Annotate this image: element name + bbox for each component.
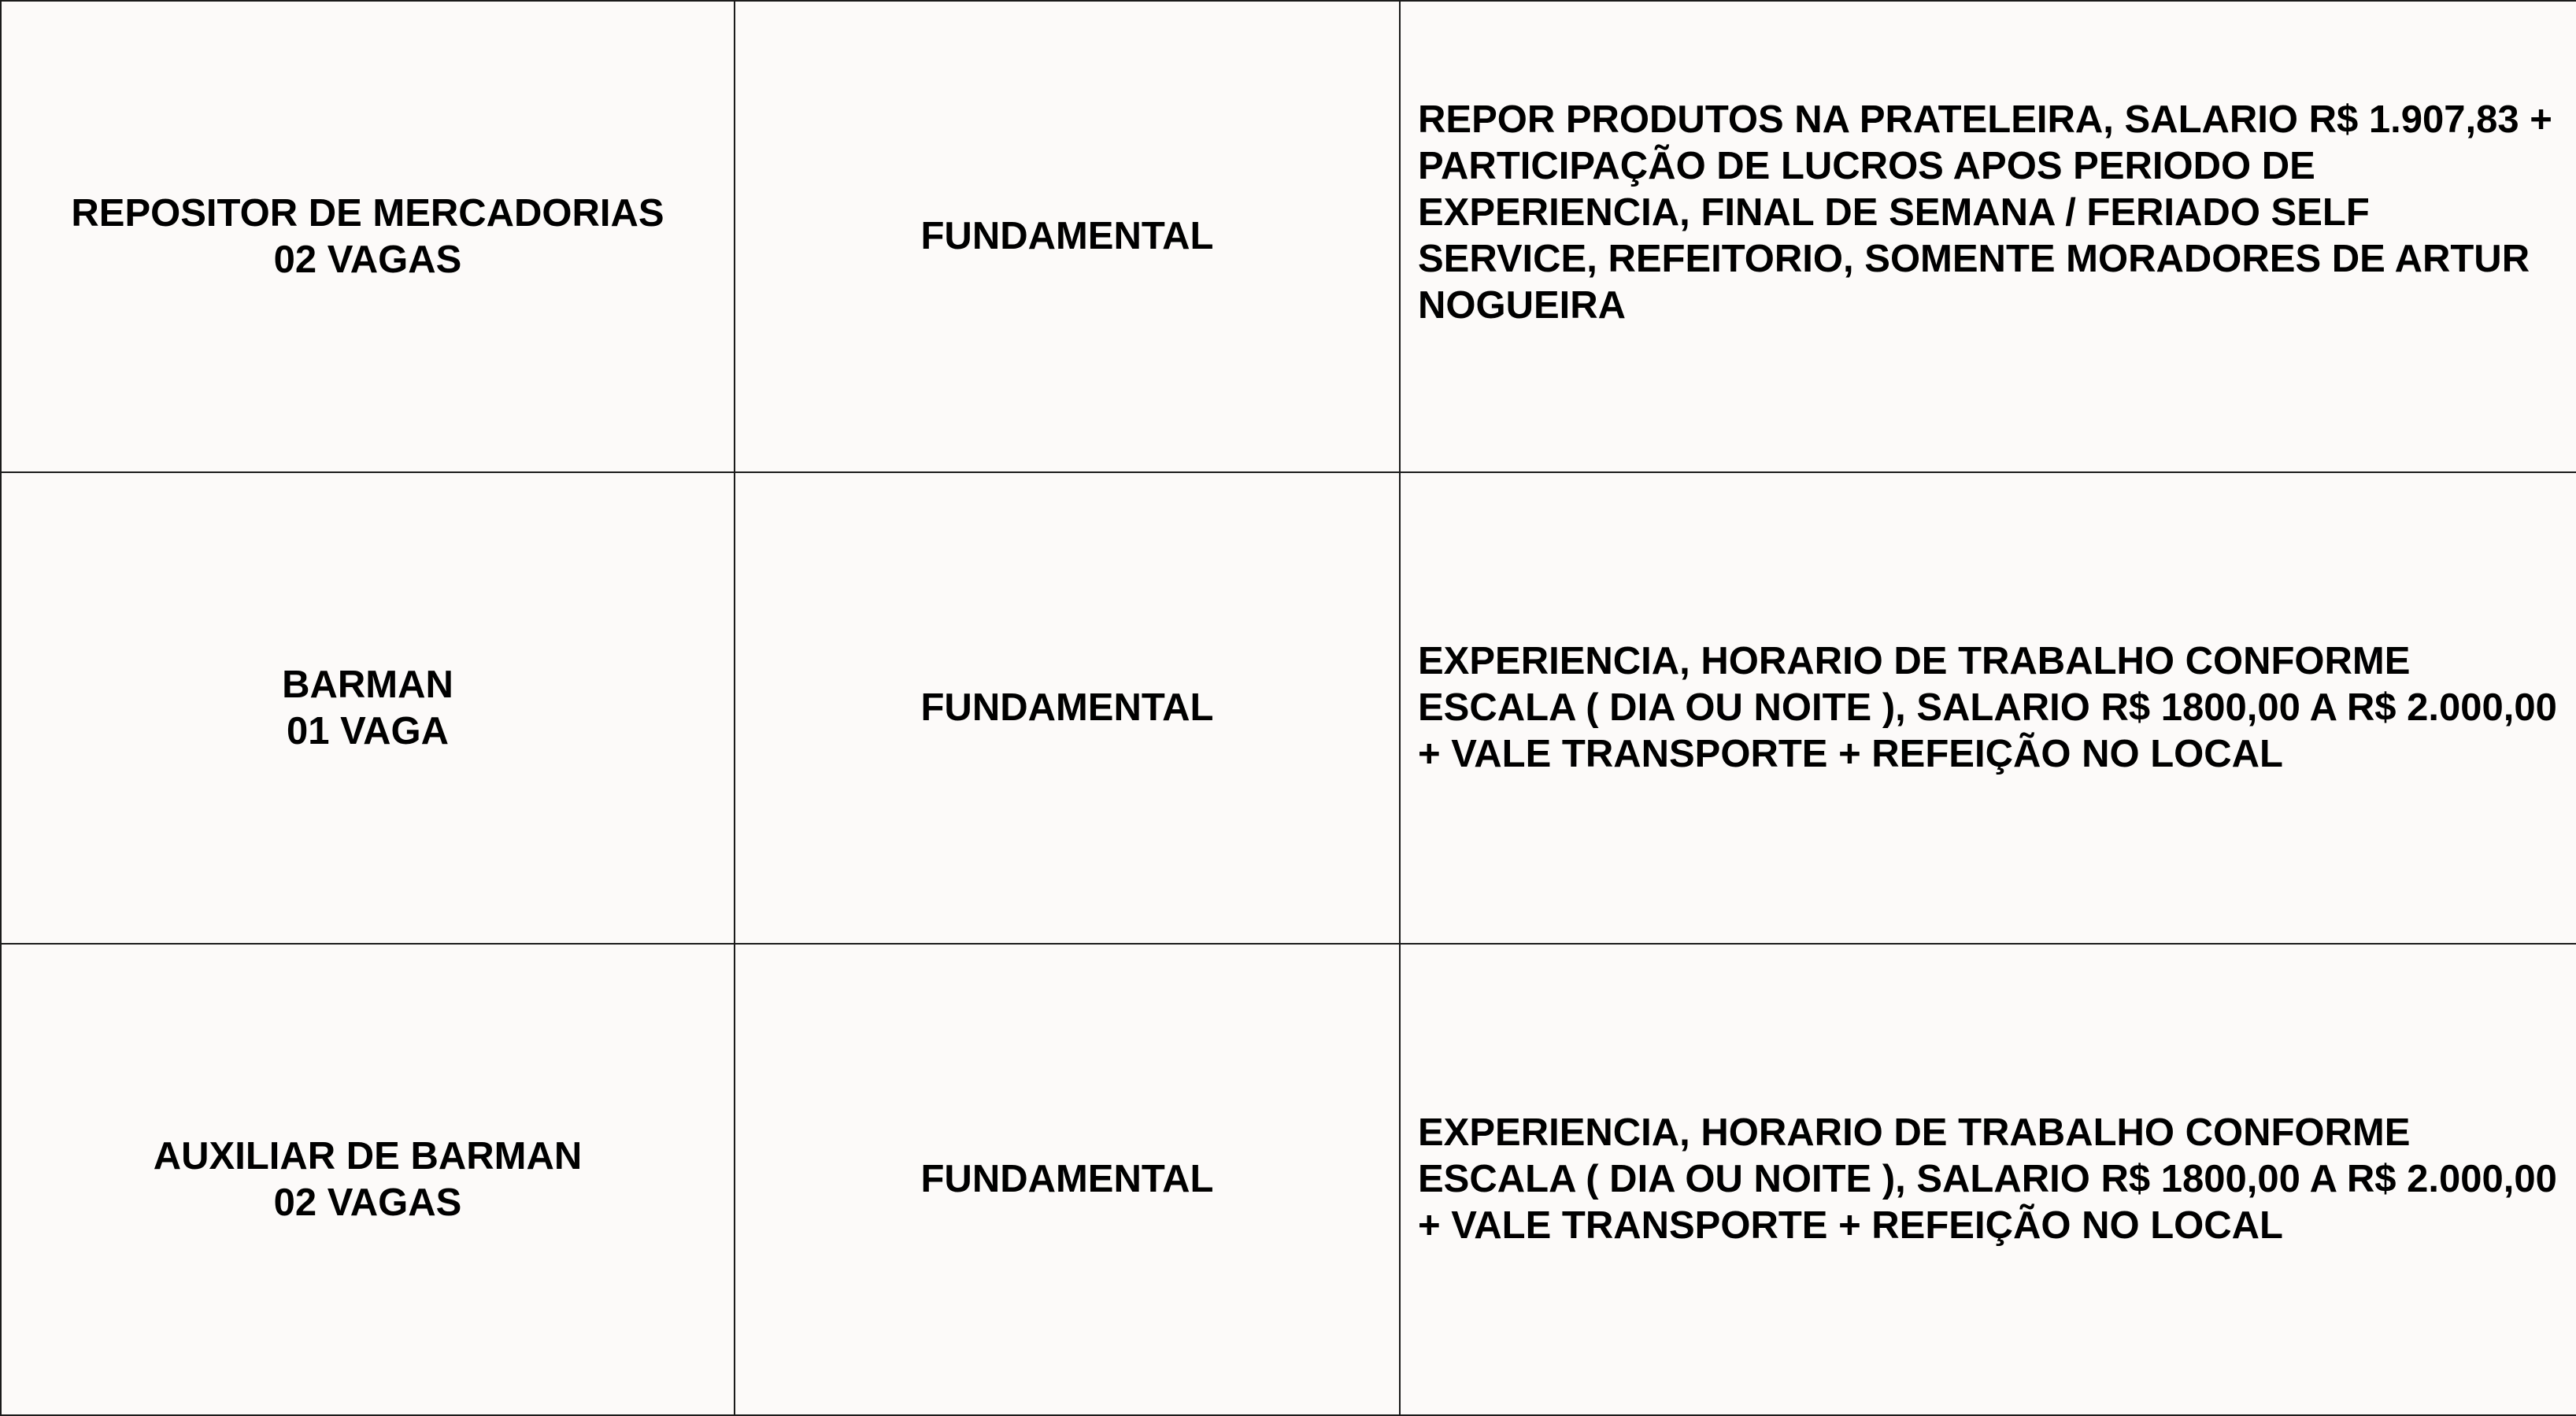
job-description: EXPERIENCIA, HORARIO DE TRABALHO CONFORME ESCALA ( DIA OU NOITE ), SALARIO R$ 1800,00 A R$ 2.000,00 + VALE TRANSPORTE + REFEIÇÃO NO LOCAL [1418, 1111, 2557, 1247]
job-title: AUXILIAR DE BARMAN [153, 1134, 583, 1178]
education-cell [735, 944, 1400, 1415]
job-vacancies: 02 VAGAS [273, 238, 462, 281]
description-cell [1400, 1, 2576, 472]
table-row [1, 1, 2576, 472]
job-title: REPOSITOR DE MERCADORIAS [71, 191, 664, 235]
education-cell [735, 1, 1400, 472]
job-vacancies: 01 VAGA [286, 709, 450, 752]
job-title-cell [1, 1, 735, 472]
job-vacancies: 02 VAGAS [273, 1181, 462, 1224]
job-title: BARMAN [282, 663, 453, 706]
job-listings-body [1, 1, 2576, 1415]
description-cell [1400, 472, 2576, 944]
description-cell [1400, 944, 2576, 1415]
education-cell [735, 472, 1400, 944]
job-title-cell [1, 944, 735, 1415]
education-level: FUNDAMENTAL [920, 686, 1214, 729]
table-row [1, 472, 2576, 944]
job-description: REPOR PRODUTOS NA PRATELEIRA, SALARIO R$ 1.907,83 + PARTICIPAÇÃO DE LUCROS APOS PERIODO DE EXPERIENCIA, FINAL DE SEMANA / FERIADO SELF SERVICE, REFEITORIO, SOMENTE MORADORES DE ARTUR NOGUEIRA [1418, 98, 2552, 327]
education-level: FUNDAMENTAL [920, 1158, 1214, 1200]
job-description: EXPERIENCIA, HORARIO DE TRABALHO CONFORME ESCALA ( DIA OU NOITE ), SALARIO R$ 1800,00 A R$ 2.000,00 + VALE TRANSPORTE + REFEIÇÃO NO LOCAL [1418, 640, 2557, 775]
job-title-cell [1, 472, 735, 944]
education-level: FUNDAMENTAL [920, 215, 1214, 257]
table-row [1, 944, 2576, 1415]
